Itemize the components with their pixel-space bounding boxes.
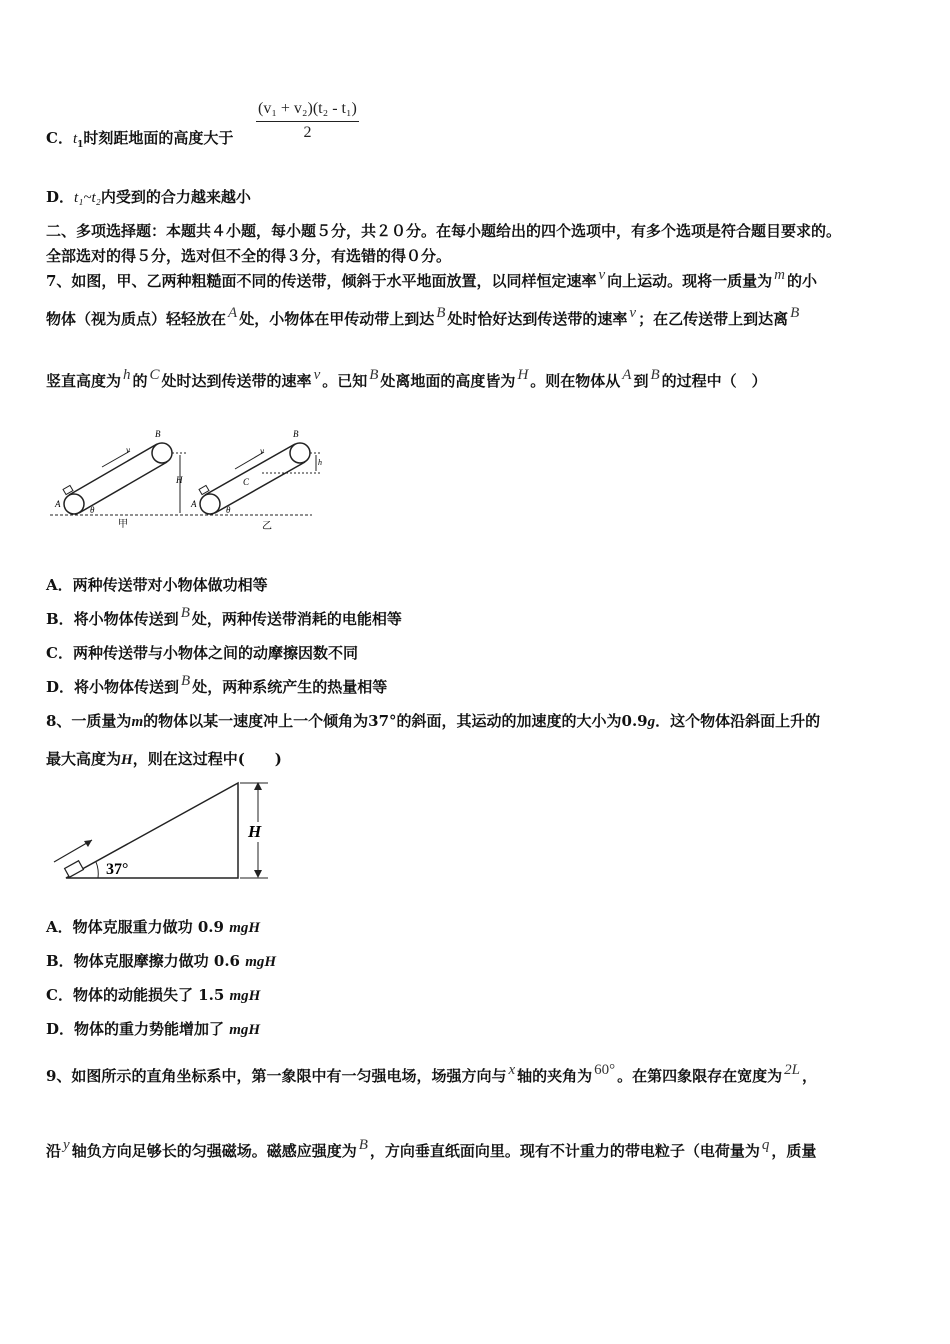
angle-label: 37° — [106, 861, 129, 878]
q6-option-d: D．t₁~t₂内受到的合力越来越小 — [46, 188, 251, 206]
conveyor-belts-figure — [50, 425, 320, 535]
fraction-numerator: (v₁ + v₂)(t₂ - t₁) — [256, 100, 359, 122]
theta-symbol-left: θ — [90, 505, 95, 515]
q8-option-b: B．物体克服摩擦力做功 0.6 mgH — [46, 952, 277, 970]
q8-option-c: C．物体的动能损失了 1.5 mgH — [46, 986, 261, 1004]
svg-text:H: H — [176, 475, 183, 485]
q7-line3: 竖直高度为 h 的 C 处时达到传送带的速率 v 。已知 B 处离地面的高度皆为 H 。则在物体从 A 到 B 的过程中（ ） — [46, 367, 767, 390]
q9-line1: 9、如图所示的直角坐标系中，第一象限中有一匀强电场，场强方向与 x 轴的夹角为 60° 。在第四象限存在宽度为 2L ， — [46, 1062, 818, 1085]
caption-jia: 甲 — [118, 519, 128, 530]
section2-line1: 二、多项选择题：本题共４小题，每小题５分，共２０分。在每小题给出的四个选项中，有多个选项是符合题目要求的。 — [46, 222, 842, 240]
q7-option-a: A．两种传送带对小物体做功相等 — [46, 576, 268, 594]
belt-jia — [50, 429, 200, 530]
q7-line2: 物体（视为质点）轻轻放在 A 处，小物体在甲传动带上到达 B 处时恰好达到传送带的速率 v ；在乙传送带上到达离 B — [46, 305, 800, 328]
fraction-denominator: 2 — [303, 124, 312, 141]
height-label: H — [248, 822, 262, 841]
svg-text:C: C — [243, 477, 250, 487]
caption-yi: 乙 — [262, 521, 272, 532]
q8-option-d: D．物体的重力势能增加了 mgH — [46, 1020, 261, 1038]
svg-text:v: v — [126, 445, 130, 455]
q7-option-d: D．将小物体传送到 B 处，两种系统产生的热量相等 — [46, 673, 388, 696]
theta-symbol-right: θ — [226, 505, 231, 515]
belt-yi — [190, 429, 322, 532]
q7-line1: 7、如图，甲、乙两种粗糙面不同的传送带，倾斜于水平地面放置，以同样恒定速率 v 向上运动。现将一质量为 m 的小 — [46, 267, 817, 290]
q7-option-b: B．将小物体传送到 B 处，两种传送带消耗的电能相等 — [46, 605, 402, 628]
q6-option-c: C．$t_1$时刻距地面的高度大于 — [46, 129, 234, 150]
q8-option-a: A．物体克服重力做功 0.9 mgH — [46, 918, 261, 936]
q9-line2: 沿 y 轴负方向足够长的匀强磁场。磁感应强度为 B ，方向垂直纸面向里。现有不计重力的带电粒子（电荷量为 q ，质量 — [46, 1137, 817, 1160]
q8-line2: 最大高度为H，则在这过程中( ) — [46, 750, 282, 768]
svg-text:B: B — [155, 429, 161, 439]
q8-line1: 8、一质量为m的物体以某一速度冲上一个倾角为37°的斜面，其运动的加速度的大小为0.9g．这个物体沿斜面上升的 — [46, 712, 821, 730]
svg-text:B: B — [293, 429, 299, 439]
q7-option-c: C．两种传送带与小物体之间的动摩擦因数不同 — [46, 644, 358, 662]
svg-text:A: A — [191, 499, 197, 509]
incline-figure — [48, 778, 278, 888]
svg-text:A: A — [55, 499, 61, 509]
svg-text:v: v — [260, 446, 264, 456]
svg-text:h: h — [318, 458, 322, 467]
section2-line2: 全部选对的得５分，选对但不全的得３分，有选错的得０分。 — [46, 247, 452, 265]
fraction-expression — [256, 100, 359, 142]
